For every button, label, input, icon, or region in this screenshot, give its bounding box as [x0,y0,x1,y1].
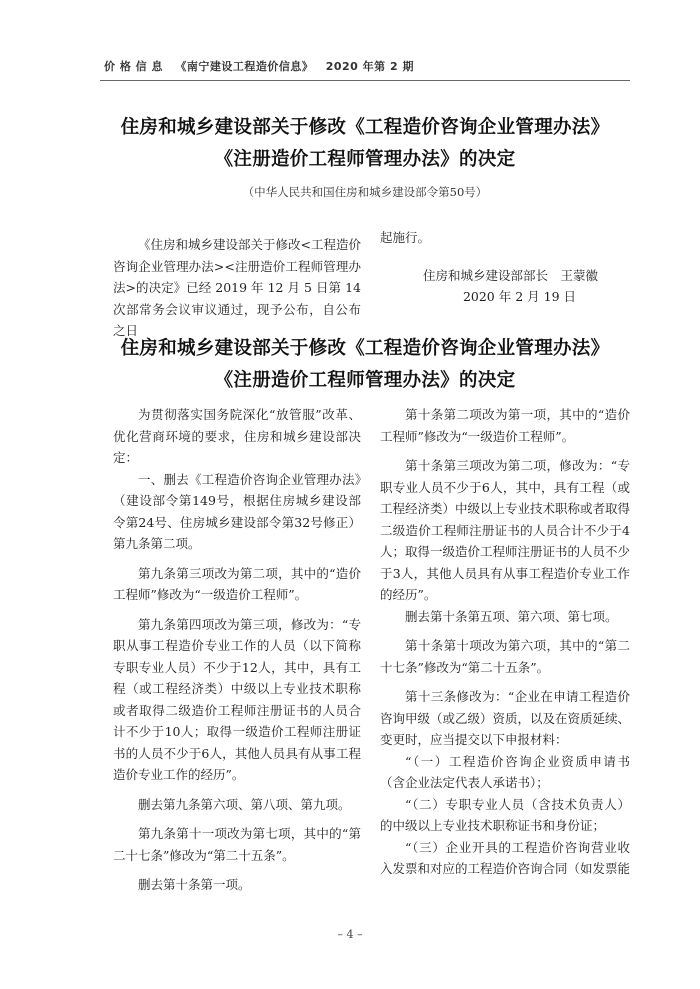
paragraph: 删去第十条第一项。 [138,877,251,892]
paragraph: 第十条第二项改为第一项，其中的“造价工程师”修改为“一级造价工程师”。 [380,407,630,444]
header-publication: 《南宁建设工程造价信息》 [175,60,314,73]
decision-title-line-2: 《注册造价工程师管理办法》的决定 [214,149,516,170]
body-left-column [113,404,361,896]
paragraph: 删去第十条第五项、第六项、第七项。 [405,608,618,624]
paragraph: 一、删去《工程造价咨询企业管理办法》（建设部令第149号，根据住房城乡建设部令第24号、住房城乡建设部令第32号修正）第九条第二项。 [113,471,361,551]
paragraph: 第十条第三项改为第二项，修改为：“专职专业人员不少于6人，其中，具有工程（或工程经济类）中级以上专业技术职称或者取得二级造价工程师注册证书的人员合计不少于4人；取得一级造价工程师注册证书的人员不少于3人，其他人员具有从事工程造价专业工作的经历”。 [380,458,631,602]
decision-intro-left [113,234,361,342]
signature: 住房和城乡建设部部长 王蒙徽 [422,267,598,283]
paragraph: 第十三条修改为：“企业在申请工程造价咨询甲级（或乙级）资质，以及在资质延续、变更时，应当提交以下申报材料： [380,689,631,747]
running-header [104,58,422,74]
paragraph: 第九条第十一项改为第七项，其中的“第二十七条”修改为“第二十五条”。 [113,826,361,863]
header-issue: 2020 年第 2 期 [325,60,414,73]
paragraph: “（一）工程造价咨询企业资质申请书（含企业法定代表人承诺书）； [380,753,630,790]
decision-title [100,112,630,176]
page-number: – 4 – [337,928,363,941]
order-number: （中华人民共和国住房和城乡建设部令第50号） [242,185,488,199]
body-title [100,333,630,397]
decision-intro-right [380,227,628,308]
paragraph: 删去第九条第六项、第八项、第九项。 [138,796,351,812]
paragraph: 为贯彻落实国务院深化“放管服”改革、优化营商环境的要求，住房和城乡建设部决定： [113,407,361,465]
header-label: 价 格 信 息 [104,60,163,73]
body-title-line-1: 住房和城乡建设部关于修改《工程造价咨询企业管理办法》 [120,338,610,359]
decision-intro-text: 《住房和城乡建设部关于修改<工程造价咨询企业管理办法><注册造价工程师管理办法>的决定》已经 2019 年 12 月 5 日第 14 次部常务会议审议通过，现予公布，自公布之日 [113,237,361,338]
signing-date: 2020 年 2 月 19 日 [462,289,576,304]
body-title-line-2: 《注册造价工程师管理办法》的决定 [214,370,516,391]
paragraph: 第九条第四项改为第三项，修改为：“专职从事工程造价专业工作的人员（以下简称专职专业人员）不少于12人，其中，具有工程（或工程经济类）中级以上专业技术职称或者取得二级造价工程师注册证书的人员合计不少于10人；取得一级造价工程师注册证书的人员不少于6人，其他人员具有从事工程造价专业工作的经历”。 [113,616,361,782]
body-right-column [380,404,630,880]
paragraph: “（二）专职专业人员（含技术负责人）的中级以上专业技术职称证书和身份证； [380,796,630,833]
header-divider [100,80,630,81]
decision-title-line-1: 住房和城乡建设部关于修改《工程造价咨询企业管理办法》 [120,117,610,138]
decision-intro-continued: 起施行。 [380,230,431,245]
paragraph: 第九条第三项改为第二项，其中的“造价工程师”修改为“一级造价工程师”。 [113,565,361,602]
paragraph: 第十条第十项改为第六项，其中的“第二十七条”修改为“第二十五条”。 [380,638,630,675]
paragraph: “（三）企业开具的工程造价咨询营业收入发票和对应的工程造价咨询合同（如发票能 [380,839,631,876]
